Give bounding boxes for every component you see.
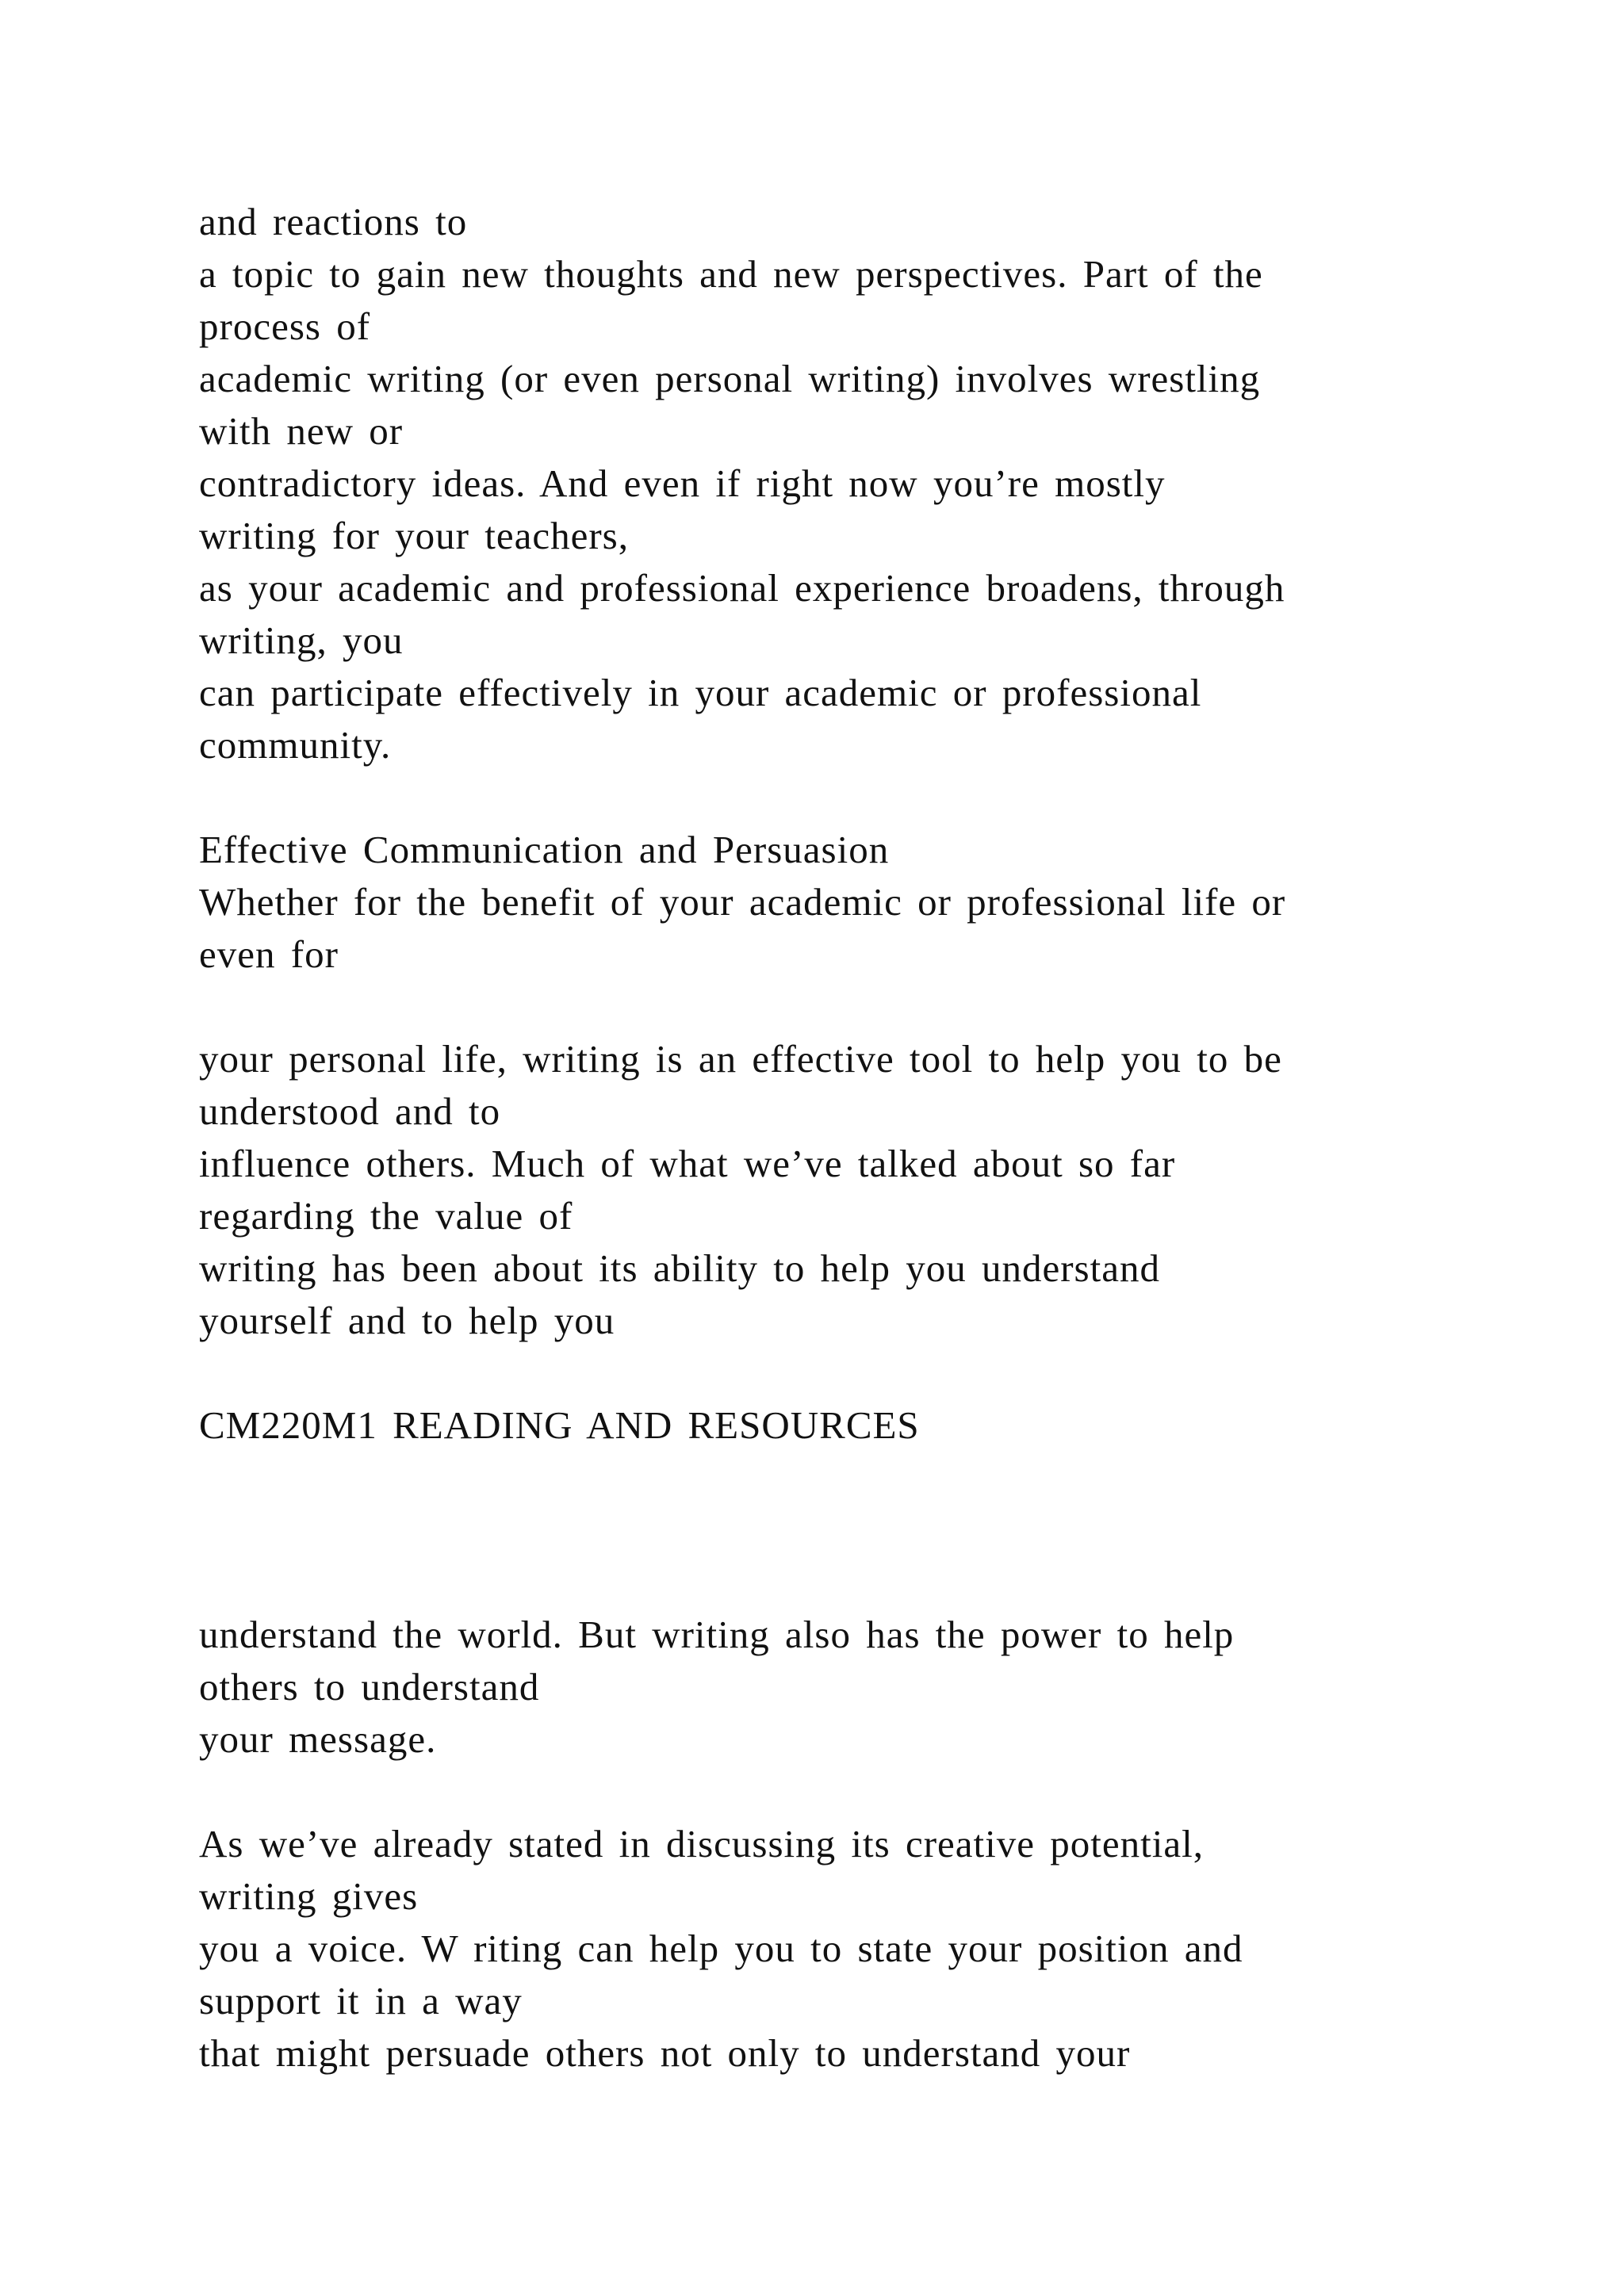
text-line: understood and to	[199, 1089, 501, 1133]
text-line: others to understand	[199, 1665, 540, 1709]
text-line: you a voice. W riting can help you to state your position and	[199, 1927, 1243, 1970]
text-line: contradictory ideas. And even if right now you’re mostly	[199, 461, 1166, 505]
text-line: support it in a way	[199, 1979, 523, 2022]
text-line: community.	[199, 723, 392, 767]
text-line: even for	[199, 932, 339, 976]
running-header: CM220M1 READING AND RESOURCES	[199, 1403, 920, 1447]
text-line: with new or	[199, 409, 404, 453]
text-line: understand the world. But writing also has the power to help	[199, 1613, 1235, 1656]
text-line: Whether for the benefit of your academic or professional life or	[199, 880, 1286, 924]
text-line: as your academic and professional experience broadens, through	[199, 566, 1285, 610]
text-line: regarding the value of	[199, 1194, 573, 1238]
text-line: academic writing (or even personal writing) involves wrestling	[199, 357, 1261, 400]
text-line: As we’ve already stated in discussing its creative potential,	[199, 1822, 1204, 1866]
text-line: your message.	[199, 1717, 437, 1761]
text-line: your personal life, writing is an effective tool to help you to be	[199, 1037, 1282, 1081]
text-line: influence others. Much of what we’ve talked about so far	[199, 1142, 1176, 1185]
section-heading: Effective Communication and Persuasion	[199, 828, 890, 871]
text-line: a topic to gain new thoughts and new perspectives. Part of the	[199, 252, 1263, 296]
text-line: writing has been about its ability to help you understand	[199, 1246, 1160, 1290]
text-line: yourself and to help you	[199, 1299, 615, 1342]
text-line: writing, you	[199, 618, 404, 662]
text-line: writing for your teachers,	[199, 514, 629, 557]
text-line: and reactions to	[199, 200, 468, 243]
text-line: can participate effectively in your academic or professional	[199, 671, 1202, 714]
text-line: writing gives	[199, 1874, 419, 1918]
text-line: that might persuade others not only to understand your	[199, 2031, 1131, 2075]
text-line: process of	[199, 304, 371, 348]
